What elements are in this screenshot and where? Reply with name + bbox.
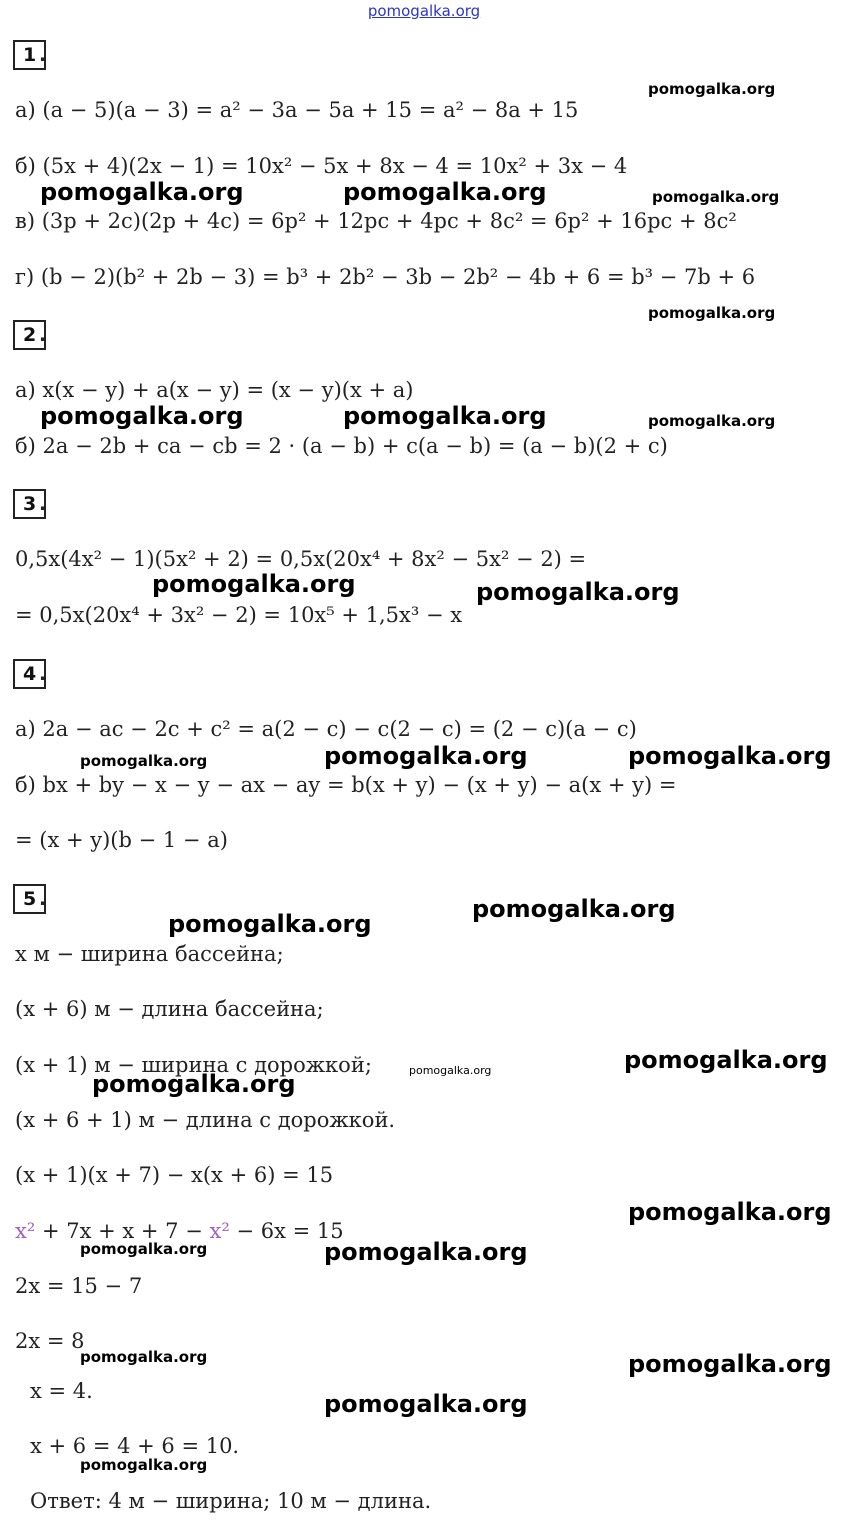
task-number-dot: . [39,888,47,910]
task2-line-a: а) x(x − y) + a(x − y) = (x − y)(x + a) [15,378,414,402]
task5-result-length: x + 6 = 4 + 6 = 10. [30,1434,240,1458]
task1-line-a: а) (a − 5)(a − 3) = a² − 3a − 5a + 15 = a² − 8a + 15 [15,98,579,122]
watermark: pomogalka.org [648,304,776,322]
task5-line-width: x м − ширина бассейна; [15,942,284,966]
expanded-end: − 6x = 15 [236,1219,344,1243]
watermark: pomogalka.org [40,402,244,430]
highlight-term: x² [209,1219,230,1243]
watermark: pomogalka.org [472,895,676,923]
watermark: pomogalka.org [628,1198,832,1226]
task-number-5: 5 [13,884,46,914]
task-number-dot: . [39,324,47,346]
task-number-dot: . [39,663,47,685]
watermark: pomogalka.org [628,1350,832,1378]
watermark: pomogalka.org [40,178,244,206]
watermark: pomogalka.org [628,742,832,770]
watermark: pomogalka.org [652,188,780,206]
task5-step-1: 2x = 15 − 7 [15,1274,143,1298]
watermark: pomogalka.org [624,1046,828,1074]
task-number-4: 4 [13,659,46,689]
watermark: pomogalka.org [324,1238,528,1266]
watermark: pomogalka.org [343,402,547,430]
task5-equation: (x + 1)(x + 7) − x(x + 6) = 15 [15,1163,334,1187]
task1-line-g: г) (b − 2)(b² + 2b − 3) = b³ + 2b² − 3b − 2b² − 4b + 6 = b³ − 7b + 6 [15,265,756,289]
expanded-mid: + 7x + x + 7 − [41,1219,203,1243]
watermark: pomogalka.org [648,412,776,430]
watermark: pomogalka.org [324,742,528,770]
task1-line-b: б) (5x + 4)(2x − 1) = 10x² − 5x + 8x − 4 = 10x² + 3x − 4 [15,154,628,178]
watermark: pomogalka.org [80,1456,208,1474]
task1-line-v: в) (3p + 2c)(2p + 4c) = 6p² + 12pc + 4pc + 8c² = 6p² + 16pc + 8c² [15,209,737,233]
task4-line-b-cont: = (x + y)(b − 1 − a) [15,828,228,852]
task4-line-b: б) bx + by − x − y − ax − ay = b(x + y) − (x + y) − a(x + y) = [15,773,677,797]
watermark: pomogalka.org [80,1240,208,1258]
task-number-dot: . [39,44,47,66]
watermark: pomogalka.org [409,1064,492,1077]
task2-line-b: б) 2a − 2b + ca − cb = 2 · (a − b) + c(a − b) = (a − b)(2 + c) [15,434,668,458]
watermark: pomogalka.org [152,570,356,598]
highlight-term: x² [15,1219,36,1243]
task5-result-x: x = 4. [30,1379,93,1403]
task-number-2: 2 [13,320,46,350]
watermark: pomogalka.org [476,578,680,606]
watermark: pomogalka.org [92,1070,296,1098]
task-number-3: 3 [13,489,46,519]
task3-line-2: = 0,5x(20x⁴ + 3x² − 2) = 10x⁵ + 1,5x³ − x [15,603,463,627]
task5-line-length: (x + 6) м − длина бассейна; [15,997,324,1021]
task5-answer: Ответ: 4 м − ширина; 10 м − длина. [30,1489,432,1513]
watermark: pomogalka.org [343,178,547,206]
watermark: pomogalka.org [168,910,372,938]
task-number-dot: . [39,493,47,515]
task-number-1: 1 [13,40,46,70]
site-link[interactable]: pomogalka.org [367,2,481,20]
task5-line-length-path: (x + 6 + 1) м − длина с дорожкой. [15,1108,396,1132]
task3-line-1: 0,5x(4x² − 1)(5x² + 2) = 0,5x(20x⁴ + 8x² − 5x² − 2) = [15,547,587,571]
watermark: pomogalka.org [324,1390,528,1418]
task5-step-2: 2x = 8 [15,1329,85,1353]
watermark: pomogalka.org [80,1348,208,1366]
task5-line-width-path: (x + 1) м − ширина с дорожкой; [15,1053,372,1077]
watermark: pomogalka.org [80,752,208,770]
watermark: pomogalka.org [648,80,776,98]
task4-line-a: а) 2a − ac − 2c + c² = a(2 − c) − c(2 − c) = (2 − c)(a − c) [15,717,637,741]
